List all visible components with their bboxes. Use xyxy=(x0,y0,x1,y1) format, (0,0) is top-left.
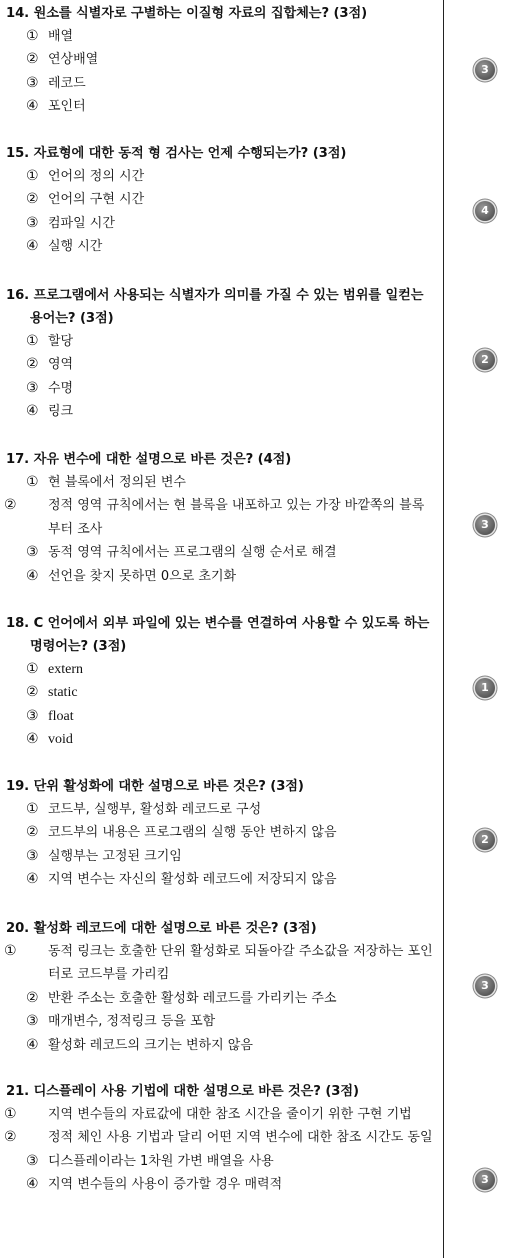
question-stem: 21. 디스플레이 사용 기법에 대한 설명으로 바른 것은? (3점) xyxy=(6,1084,359,1099)
question-15 xyxy=(0,142,443,259)
question-stem: 14. 원소를 식별자로 구별하는 이질형 자료의 집합체는? (3점) xyxy=(6,6,368,21)
option-1[interactable]: ① 동적 링크는 호출한 단위 활성화로 되돌아갈 주소값을 저장하는 포인터로 코드부를 가리킴 xyxy=(4,943,433,983)
option-1[interactable]: ① 코드부, 실행부, 활성화 레코드로 구성 xyxy=(26,801,262,817)
option-1[interactable]: ① 할당 xyxy=(26,333,74,349)
option-4[interactable]: ④ 선언을 찾지 못하면 0으로 초기화 xyxy=(26,567,237,584)
answer-badge-20: 3 xyxy=(475,976,495,996)
option-4[interactable]: ④ 실행 시간 xyxy=(26,238,103,255)
column-divider xyxy=(443,0,444,1258)
option-2[interactable]: ② 영역 xyxy=(26,356,74,373)
option-4[interactable]: ④ 지역 변수는 자신의 활성화 레코드에 저장되지 않음 xyxy=(26,871,337,888)
option-4[interactable]: ④ 지역 변수들의 사용이 증가할 경우 매력적 xyxy=(26,1176,283,1193)
option-1[interactable]: ① extern xyxy=(26,661,83,677)
option-3[interactable]: ③ 동적 영역 규칙에서는 프로그램의 실행 순서로 해결 xyxy=(26,544,337,561)
option-1[interactable]: ① 언어의 정의 시간 xyxy=(26,168,145,184)
question-14 xyxy=(0,2,443,119)
option-3[interactable]: ③ 디스플레이라는 1차원 가변 배열을 사용 xyxy=(26,1152,274,1169)
answer-badge-21: 3 xyxy=(475,1170,495,1190)
question-18 xyxy=(0,612,443,752)
question-16 xyxy=(0,284,443,424)
option-2[interactable]: ② 정적 체인 사용 기법과 달리 어떤 지역 변수에 대한 참조 시간도 동일 xyxy=(4,1129,433,1146)
option-1[interactable]: ① 배열 xyxy=(26,28,74,44)
question-stem: 16. 프로그램에서 사용되는 식별자가 의미를 가질 수 있는 범위를 일컫는 용어는? (3점) xyxy=(6,288,424,326)
answer-badge-16: 2 xyxy=(475,350,495,370)
answer-badge-19: 2 xyxy=(475,830,495,850)
option-4[interactable]: ④ 활성화 레코드의 크기는 변하지 않음 xyxy=(26,1036,253,1053)
option-3[interactable]: ③ 컴파일 시간 xyxy=(26,214,115,231)
option-3[interactable]: ③ 수명 xyxy=(26,379,74,396)
option-4[interactable]: ④ 링크 xyxy=(26,403,74,420)
question-21 xyxy=(0,1080,443,1197)
question-stem: 15. 자료형에 대한 동적 형 검사는 언제 수행되는가? (3점) xyxy=(6,146,347,161)
option-3[interactable]: ③ 레코드 xyxy=(26,74,86,91)
option-2[interactable]: ② 반환 주소는 호출한 활성화 레코드를 가리키는 주소 xyxy=(26,989,337,1006)
option-3[interactable]: ③ float xyxy=(26,707,74,724)
question-17 xyxy=(0,448,443,588)
answer-badge-18: 1 xyxy=(475,678,495,698)
option-4[interactable]: ④ void xyxy=(26,731,73,748)
question-stem: 17. 자유 변수에 대한 설명으로 바른 것은? (4점) xyxy=(6,452,292,467)
answer-badge-15: 4 xyxy=(475,201,495,221)
question-stem: 19. 단위 활성화에 대한 설명으로 바른 것은? (3점) xyxy=(6,779,304,794)
question-19 xyxy=(0,775,443,892)
option-3[interactable]: ③ 실행부는 고정된 크기임 xyxy=(26,847,182,864)
question-stem: 18. C 언어에서 외부 파일에 있는 변수를 연결하여 사용할 수 있도록 하는 명령어는? (3점) xyxy=(6,616,430,654)
answer-badge-14: 3 xyxy=(475,60,495,80)
option-1[interactable]: ① 지역 변수들의 자료값에 대한 참조 시간을 줄이기 위한 구현 기법 xyxy=(4,1106,412,1122)
option-4[interactable]: ④ 포인터 xyxy=(26,98,86,115)
option-2[interactable]: ② 언어의 구현 시간 xyxy=(26,191,145,208)
question-stem: 20. 활성화 레코드에 대한 설명으로 바른 것은? (3점) xyxy=(6,921,317,936)
option-2[interactable]: ② 연상배열 xyxy=(26,51,99,68)
answer-badge-17: 3 xyxy=(475,515,495,535)
option-2[interactable]: ② static xyxy=(26,684,78,701)
option-3[interactable]: ③ 매개변수, 정적링크 등을 포함 xyxy=(26,1013,216,1030)
option-2[interactable]: ② 정적 영역 규칙에서는 현 블록을 내포하고 있는 가장 바깥쪽의 블록부터 조사 xyxy=(4,497,425,537)
option-2[interactable]: ② 코드부의 내용은 프로그램의 실행 동안 변하지 않음 xyxy=(26,824,337,841)
option-1[interactable]: ① 현 블록에서 정의된 변수 xyxy=(26,474,186,490)
question-20 xyxy=(0,917,443,1057)
